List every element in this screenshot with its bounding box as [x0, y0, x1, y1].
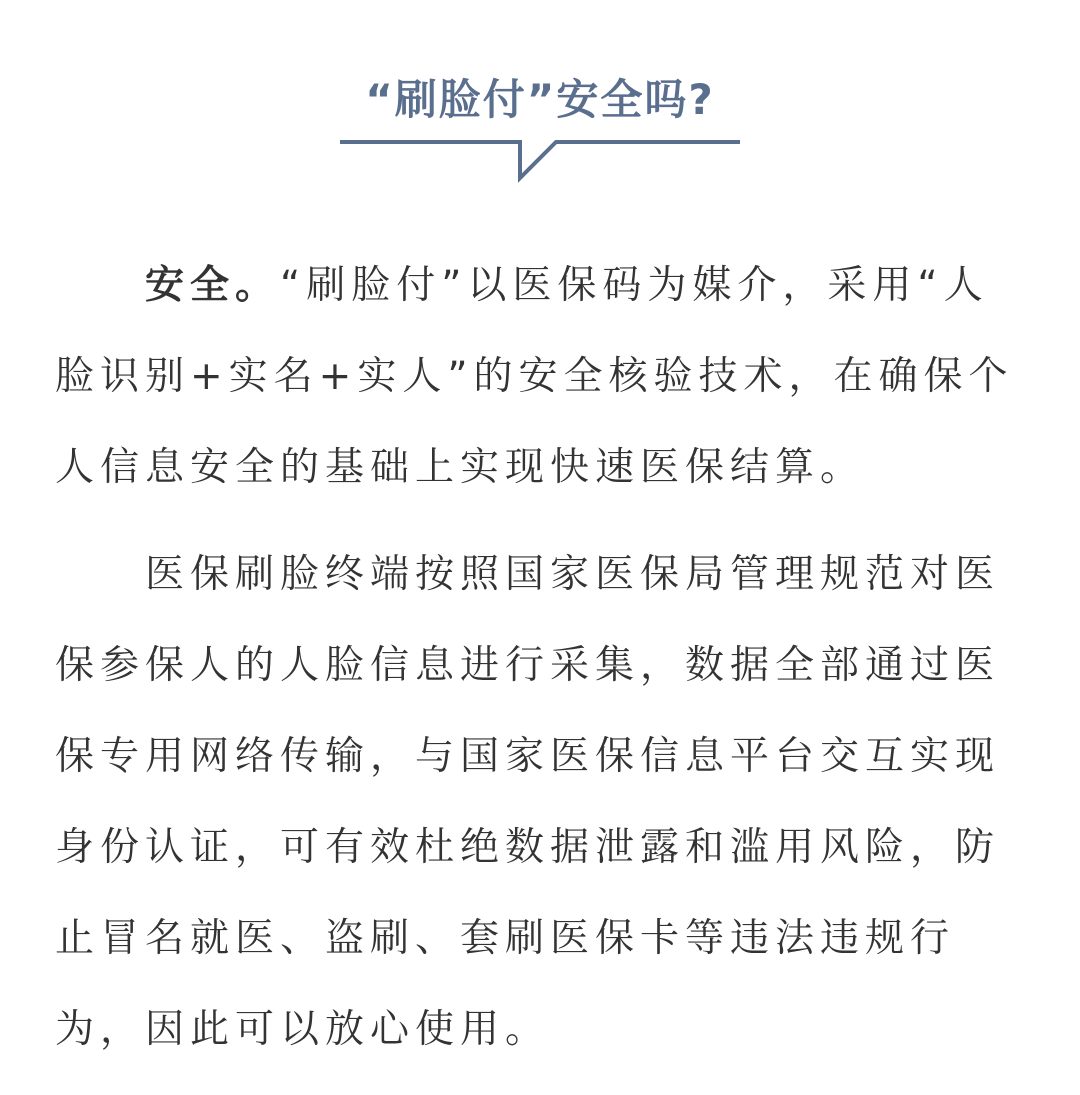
- paragraph-1-text: “刷脸付”以医保码为媒介，采用“人脸识别+实名+实人”的安全核验技术，在确保个人信息安全的基础上实现快速医保结算。: [55, 263, 1014, 490]
- article-body: [55, 240, 1025, 1075]
- paragraph-1: [55, 240, 1025, 513]
- section-heading: “刷脸付”安全吗?: [365, 75, 715, 124]
- speech-bubble-underline-icon: [338, 138, 742, 184]
- paragraph-2: 医保刷脸终端按照国家医保局管理规范对医保参保人的人脸信息进行采集，数据全部通过医保专用网络传输，与国家医保信息平台交互实现身份认证，可有效杜绝数据泄露和滥用风险，防止冒名就医、盗刷、套刷医保卡等违法违规行为，因此可以放心使用。: [55, 552, 1001, 1052]
- paragraph-1-lead: 安全。: [145, 263, 281, 308]
